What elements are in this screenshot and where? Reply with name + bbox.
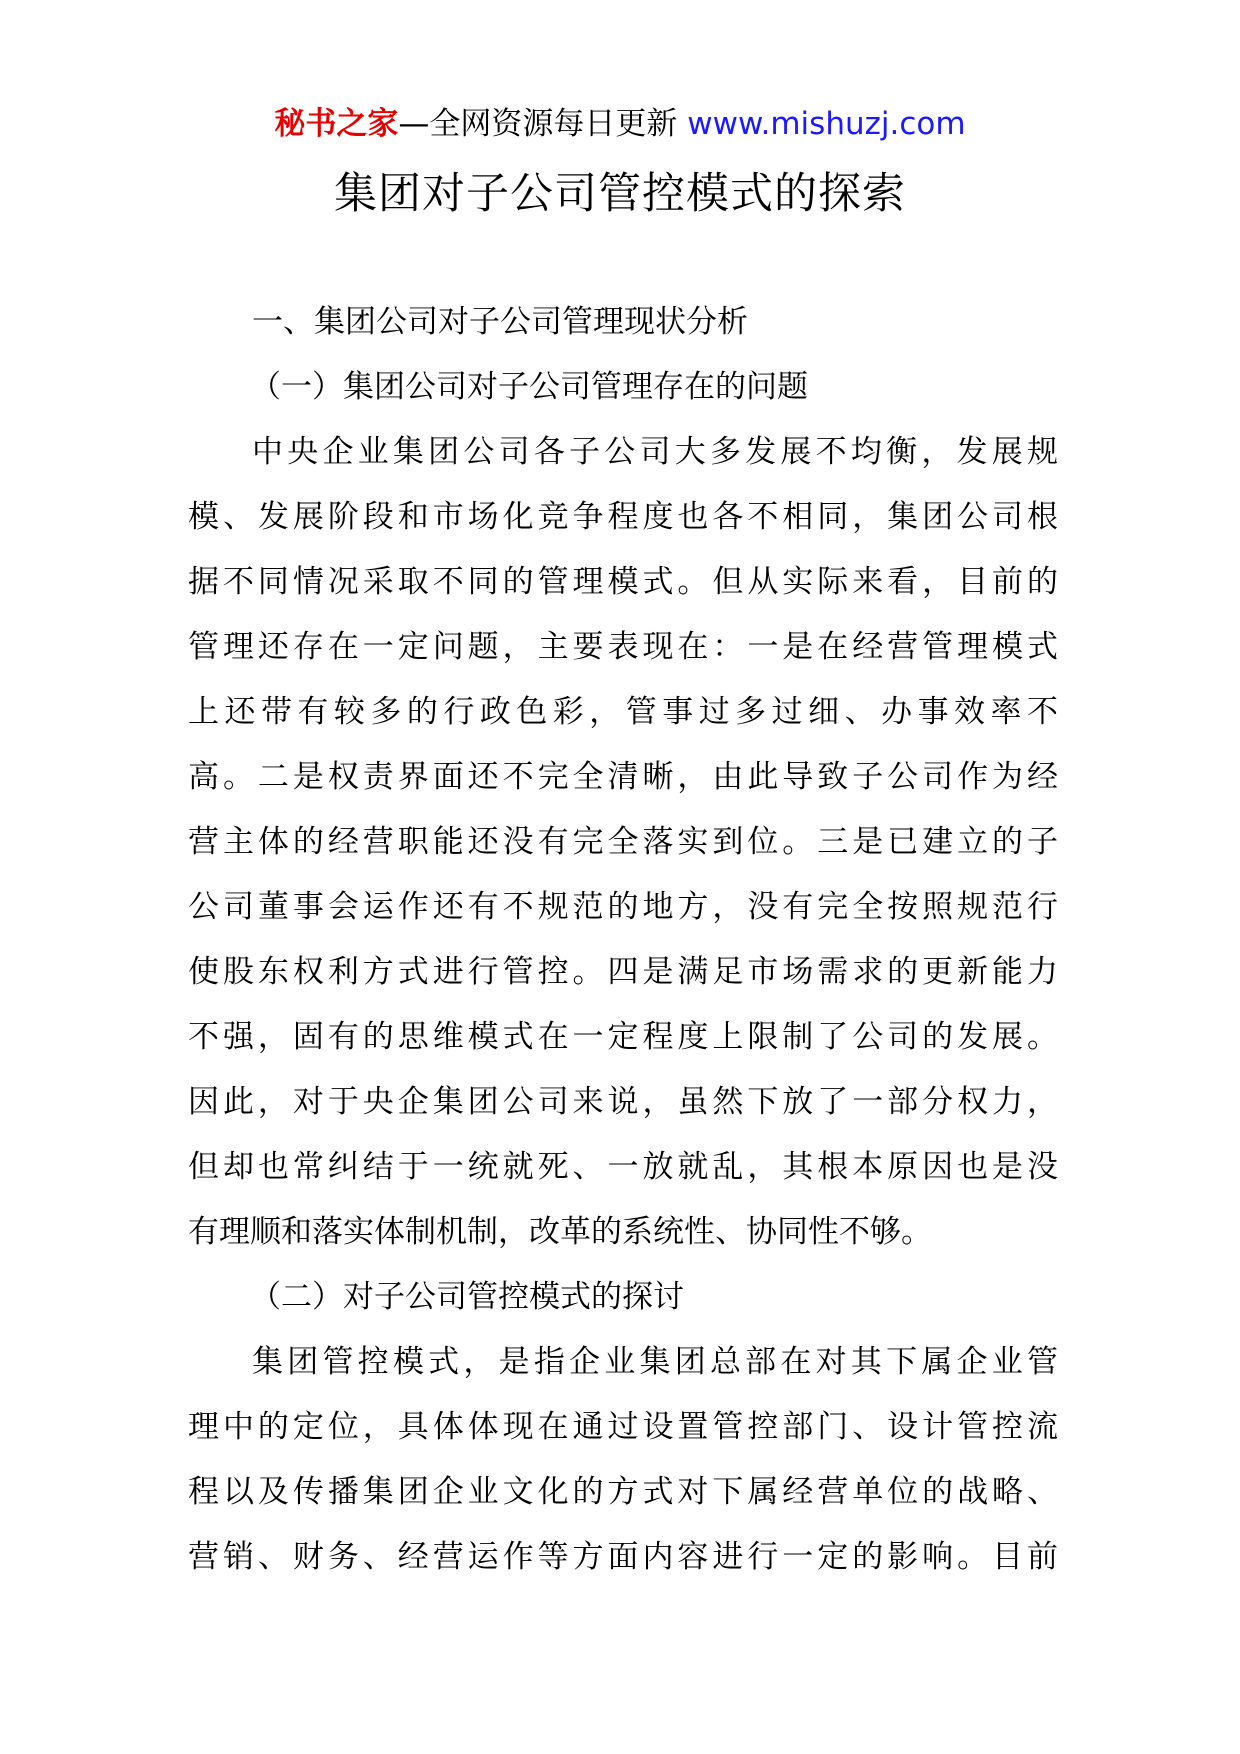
paragraph-line: 公司董事会运作还有不规范的地方，没有完全按照规范行 [188, 889, 1058, 925]
paragraph-line: 营销、财务、经营运作等方面内容进行一定的影响。目前 [188, 1539, 1058, 1575]
paragraph-line: 使股东权利方式进行管控。四是满足市场需求的更新能力 [188, 954, 1058, 990]
paragraph-line: 高。二是权责界面还不完全清晰，由此导致子公司作为经 [188, 759, 1058, 795]
paragraph-1 [188, 420, 1058, 1265]
paragraph-line: 因此，对于央企集团公司来说，虽然下放了一部分权力， [188, 1084, 1058, 1120]
header-tagline: —全网资源每日更新 [398, 106, 688, 142]
paragraph-line: 模、发展阶段和市场化竞争程度也各不相同，集团公司根 [188, 499, 1058, 535]
site-url-link[interactable]: www.mishuzj.com [687, 106, 966, 142]
site-header [0, 100, 1240, 148]
paragraph-line: 中央企业集团公司各子公司大多发展不均衡，发展规 [252, 434, 1058, 470]
paragraph-line: 管理还存在一定问题，主要表现在：一是在经营管理模式 [188, 629, 1058, 665]
paragraph-2 [188, 1330, 1058, 1590]
paragraph-line: 不强，固有的思维模式在一定程度上限制了公司的发展。 [188, 1019, 1058, 1055]
subsection-heading-2: （二）对子公司管控模式的探讨 [250, 1279, 684, 1315]
paragraph-line: 集团管控模式，是指企业集团总部在对其下属企业管 [252, 1344, 1058, 1380]
paragraph-line: 据不同情况采取不同的管理模式。但从实际来看，目前的 [188, 564, 1058, 600]
paragraph-line: 程以及传播集团企业文化的方式对下属经营单位的战略、 [188, 1474, 1058, 1510]
paragraph-line: 但却也常纠结于一统就死、一放就乱，其根本原因也是没 [188, 1149, 1058, 1185]
section-heading-1: 一、集团公司对子公司管理现状分析 [252, 304, 748, 340]
document-title: 集团对子公司管控模式的探索 [334, 169, 906, 219]
paragraph-line: 理中的定位，具体体现在通过设置管控部门、设计管控流 [188, 1409, 1058, 1445]
subsection-heading-1: （一）集团公司对子公司管理存在的问题 [250, 369, 808, 405]
paragraph-line: 上还带有较多的行政色彩，管事过多过细、办事效率不 [188, 694, 1058, 730]
paragraph-line: 有理顺和落实体制机制，改革的系统性、协同性不够。 [188, 1214, 932, 1250]
document-body [188, 290, 1058, 1590]
paragraph-line: 营主体的经营职能还没有完全落实到位。三是已建立的子 [188, 824, 1058, 860]
brand-name: 秘书之家 [274, 106, 399, 142]
